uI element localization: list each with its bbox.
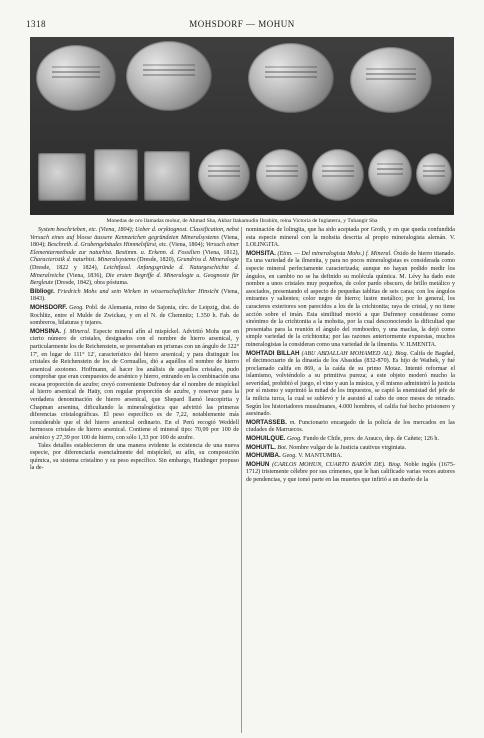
page-header	[26, 19, 458, 33]
coin-image	[248, 43, 334, 113]
coin-image	[94, 149, 138, 201]
coin-image	[368, 149, 412, 197]
entry-mohsita: MOHSITA. (Etim. — Del mineralogista Mohs.) f. Mineral. Óxido de hierro titanado. Es una variedad de la ilmenita, y para no pocos mineralogistas es considerada como especie mineral perfectamente caracterizada; aunque no hayan podido medir los ángulos, en cambio no se ha definido su molécula química. M. Lévy ha dado este nombre a unos cristales muy pequeños, de color pardo obscuro, de brillo metálico y asociados, presentando el aspecto de pequeñas tablitas de seis caras; con los ángulos entrantes y salientes; color negro de hierro; lustre metálico; por lo general, los caracteres exteriores son parecidos a los de la crichtonita; raya de cristal, y no tiene acción sobre el imán. Esta similitud movió a que Dufrenoy considerase como sinónimo de la crichtonita a la mohsita, por la cual desconociendo la dificultad que presentaba para la reunión el ángulo del romboedro, y una maclas, la dejó como simple variedad de la crichtonita; por las razones anteriormente expuestas, muchos mineralogistas la consideran como una variedad de la ilmenita. V. ILMENITA.	[246, 249, 455, 348]
bibliography-entry: Bibliogr. Friedrich Mohs und sein Wirken in wissenschaftlicher Hinsicht (Viena, 1843).	[30, 287, 239, 303]
entry-mortasseb: MORTASSEB. m. Funcionario encargado de la policía de los mercados en las ciudades de Marruecos.	[246, 418, 455, 434]
continued-paragraph: nominación de lolingita, que ha sido aceptada por Groth, y en que queda confundida esta especie mineral con la mohsita descrita al propio mineralogista alemán. V. LOLINGITA.	[246, 227, 455, 249]
coin-image	[312, 149, 364, 201]
entry-mohuilque: MOHUILQUE. Geog. Fundo de Chile, prov. de Arauco, dep. de Cañete; 126 h.	[246, 435, 439, 443]
entry-mohuitl: MOHUITL. Bot. Nombre vulgar de la Justicia cautivus virginiata.	[246, 443, 407, 451]
entry-mohumba: MOHUMBA. Geog. V. MANTUMBA.	[246, 452, 343, 460]
right-column	[246, 227, 455, 485]
coin-image	[144, 151, 190, 201]
coin-image	[38, 153, 86, 201]
entry-mohsdorf: MOHSDORF. Geog. Pobl. de Alemania, reino de Sajonia, círc. de Leipzig, dist. de Rochlitz, entre el Mulde de Zwickau, y en el N. de Chemnitz; 1.350 h. Fab. de sombreros, hilaturas y tejares.	[30, 303, 239, 327]
coin-image	[416, 153, 452, 195]
running-title: MOHSDORF — MOHUN	[189, 19, 295, 29]
entry-mohun: MOHUN (CARLOS MOHUN, CUARTO BARÓN DE). Biog. Noble inglés (1675-1712) tristemente célebre por sus crímenes, que le han calificado varias veces autores de pendencias, y que tomó parte en las muertes que infirió a un dueño de la	[246, 460, 455, 483]
entry-mohsina: MOHSINA. f. Mineral. Especie mineral afín al mispíckel. Advirtió Mohs que en cierto número de cristales, designados con el nombre de hierro arsenical, y particularmente los de Reichenstein, se presentaban en prismas con un ángulo de 122° 17', en lugar de 111° 12', característico del hierro arsenical; y para distinguir los cristales de Reichenstein de los de Cornualles, dió a aquéllos el nombre de hierro arsenical axotomo. Hoffmann, al hacer los análisis de aquellos cristales, pudo comprobar que eran compuestos de arsénico y hierro, entrando en la combinación una escasa proporción de azufre; creyó conveniente Dufrenoy dar el nombre de mispíckel al hierro arsenical de Haüy, con regular proporción de azufre, y reservar para la verdadera denominación de hierro arsenical, que Shepard llamó leucopirita y Chapman arsenina, dificultando la mineralogística que advirtió las primeras diferencias cristalográficas. El peso específico es de 7,22, notablemente más considerable que el del hierro arsenical ordinario. En el Perú recogió Weddell hermosos cristales de hierro arsenical. Contiene el mineral tipo: 70,09 por 100 de arsénico y 27,39 por 100 de hierro, con sólo 1,33 por 100 de azufre.	[30, 327, 240, 442]
continued-paragraph: Tales detalles establecieron de una manera evidente la existencia de una nueva especie, por diferenciarla esencialmente del mispíckel, su afín, su composición química, su sistema cristalino y su peso específico. Sin embargo, Haidinger propuso la de-	[30, 442, 239, 472]
column-divider	[241, 227, 242, 733]
coin-image	[350, 47, 432, 113]
plate-caption: Monedas de oro llamadas mohur, de Ahmad Sha, Akbar Itakamudin Ibrahim, reina Victoria de Inglaterra, y Tuhangir Sha	[106, 218, 378, 224]
left-column	[30, 227, 239, 473]
entry-mohtadi-billah: MOHTADI BILLAH (ABU ABDALLAH MOHAMED AL). Biog. Califa de Bagdad, el decimocuarto de la dinastía de los Abasidas (832-870). Es hijo de Wathek, y fué proclamado califa en 869, a la caída de su primo Motaz. Intentó reformar el islamismo, volviéndolo a su primitiva pureza; a este objeto moderó mucho la severidad, prohibió el juego, el vino y aun la música, y él mismo administró la justicia por sí mismo y suprimió la mitad de los impuestos, se captó la enemistad del jefe de la milicia turca, la cual se sublevó y le asesinó al cabo de once meses de reinado. Según los historiadores musulmanes, 4.000 hombres, el califa fué hecho prisionero y asesinado.	[246, 349, 455, 418]
page-number: 1318	[26, 19, 46, 29]
coin-image	[36, 45, 116, 111]
coin-plate-image	[30, 37, 454, 215]
coin-image	[126, 41, 212, 111]
continued-paragraph: System beschrieben, etc. (Viena, 1804); Ueber d. oryktognost. Classification, nebst Versuch eines auf blosse äussere Kennzeichen gegründeten Mineralsystems (Viena, 1804); Beschreib. d. Grubengebäudes Himmelsfürst, etc. (Viena, 1804); Versuch einer Elementarmethode zur naturhist. Bestimm. u. Erkenn. d. Fossilien (Viena, 1812), Characteristik d. naturhist. Mineralsystems (Dresde, 1820), Grundriss d. Mineralogie (Dresde, 1822 y 1824), Leichtfassl. Anfangsgründe d. Naturgeschichte d. Mineralreiche (Viena, 1836), Die ersten Begriffe d. Mineralogie u. Geognosie für Bergleute (Dresde, 1842), obra póstuma.	[30, 227, 239, 287]
coin-image	[256, 149, 308, 201]
coin-image	[198, 149, 250, 201]
